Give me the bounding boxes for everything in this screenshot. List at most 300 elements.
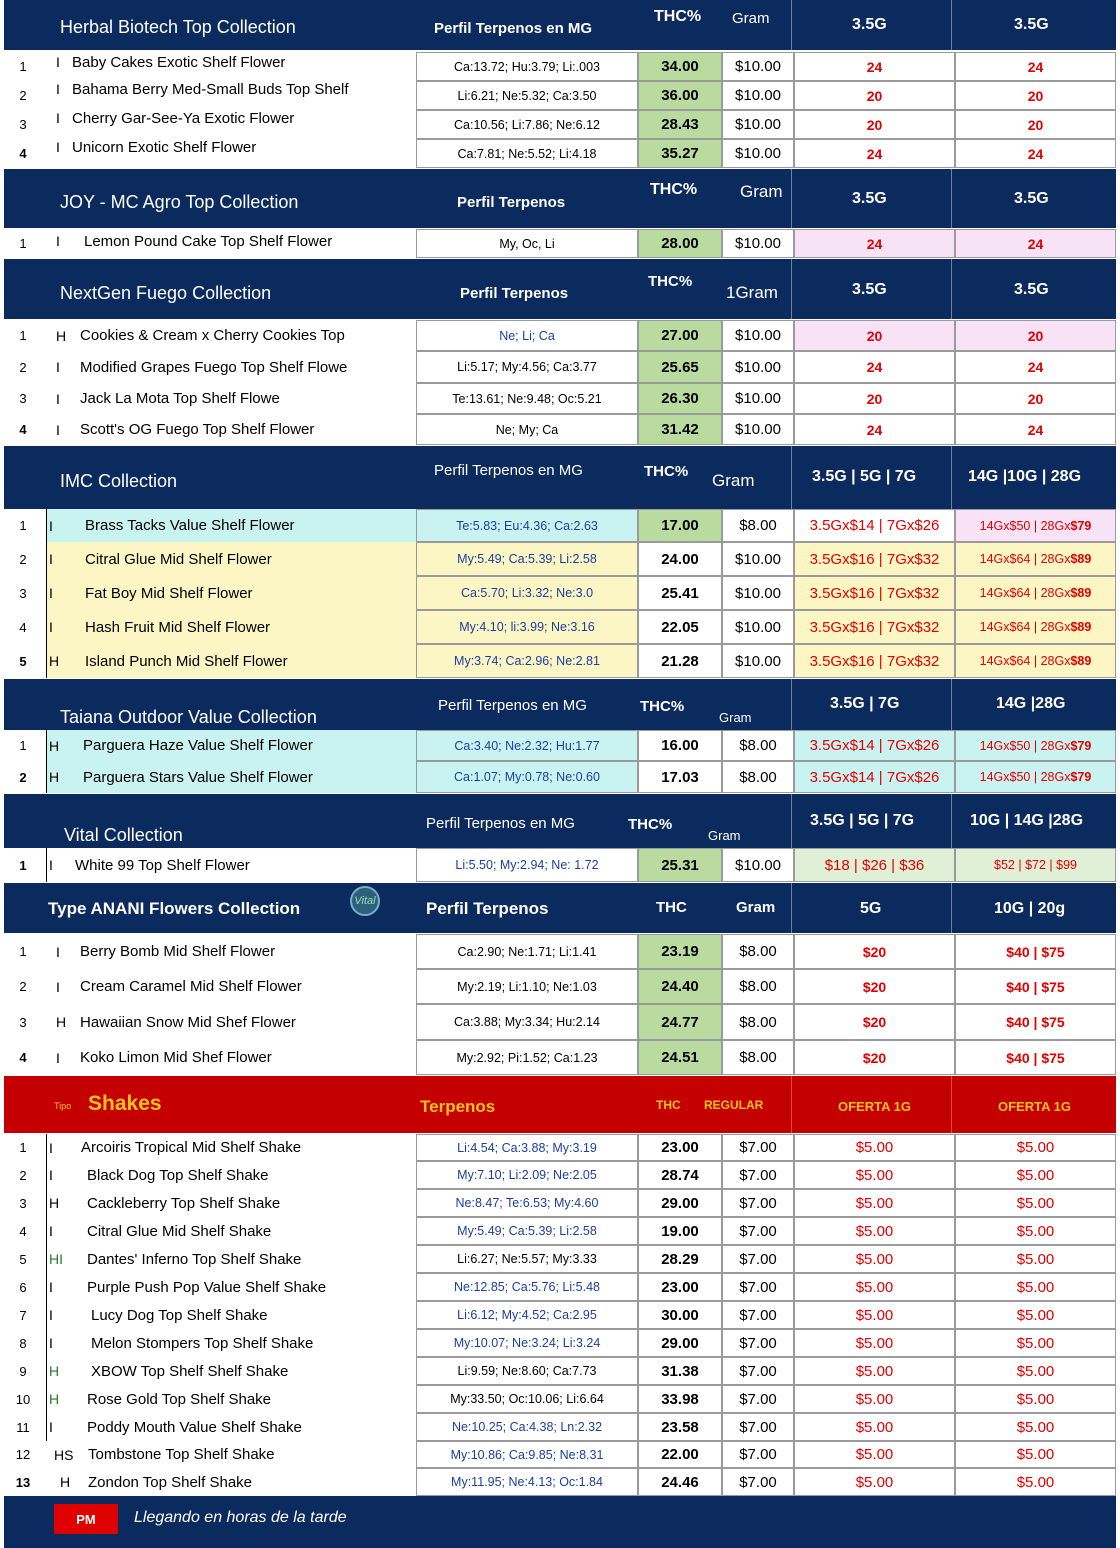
thc-value: 33.98 (638, 1385, 722, 1413)
terp-header: Perfil Terpenos (457, 194, 566, 211)
gram-price: $7.00 (722, 1161, 794, 1189)
thc-header: THC% (650, 181, 698, 198)
strain-type: I (49, 1167, 53, 1183)
price-1: 3.5Gx$16 | 7Gx$32 (794, 542, 955, 576)
thc-value: 23.19 (638, 934, 722, 969)
terp-header: Perfil Terpenos en MG (434, 20, 593, 37)
strain-cell (46, 1385, 416, 1413)
strain-name: Lemon Pound Cake Top Shelf Flower (84, 233, 333, 250)
row-number: 2 (19, 1167, 27, 1183)
price-1: 24 (794, 52, 955, 81)
table-row (4, 1273, 1116, 1301)
price2-header: 14G |28G (996, 695, 1066, 712)
terpene-profile: My:33.50; Oc:10.06; Li:6.64 (416, 1385, 638, 1413)
gram-header: Gram (740, 182, 783, 201)
divider (791, 679, 792, 730)
strain-name: Modified Grapes Fuego Top Shelf Flowe (80, 358, 348, 376)
table-row (4, 1385, 1116, 1413)
terpene-profile: Ne; My; Ca (416, 414, 638, 445)
terpene-profile: Li:6.21; Ne:5.32; Ca:3.50 (416, 81, 638, 110)
row-number: 3 (19, 585, 27, 601)
strain-cell (46, 610, 416, 644)
table-row (4, 351, 1116, 383)
strain-cell (46, 1161, 416, 1189)
strain-cell (46, 139, 416, 168)
table-row (4, 1217, 1116, 1245)
table-row (4, 1468, 1116, 1496)
price-1: 24 (794, 229, 955, 258)
price-2 (955, 542, 1116, 576)
row-number: 5 (19, 653, 27, 669)
gram-price: $8.00 (722, 761, 794, 793)
table-row (4, 1413, 1116, 1441)
price1-header: 3.5G | 7G (830, 695, 900, 712)
price2-header: 10G | 20g (994, 900, 1066, 917)
thc-value: 21.28 (638, 644, 722, 678)
price-1: $5.00 (794, 1245, 955, 1273)
strain-type: HS (54, 1446, 74, 1463)
strain-name: Cackleberry Top Shelf Shake (87, 1194, 281, 1212)
terpene-profile: Te:13.61; Ne:9.48; Oc:5.21 (416, 383, 638, 414)
terp-header: Perfil Terpenos en MG (434, 462, 583, 479)
divider (951, 883, 952, 933)
price-2 (955, 576, 1116, 610)
gram-price: $7.00 (722, 1301, 794, 1329)
price-2-main: 14Gx$64 | 28Gx (979, 552, 1071, 566)
row-number: 8 (19, 1335, 27, 1351)
price-1: 24 (794, 351, 955, 383)
terpene-profile: My, Oc, Li (416, 229, 638, 258)
strain-cell (46, 644, 416, 678)
divider (951, 259, 952, 319)
price-1: $5.00 (794, 1357, 955, 1385)
terpene-profile: Li:6.27; Ne:5.57; My:3.33 (416, 1245, 638, 1273)
gram-price: $7.00 (722, 1273, 794, 1301)
thc-value: 28.00 (638, 229, 722, 258)
price-1: $5.00 (794, 1301, 955, 1329)
price-2-main: 14Gx$64 | 28Gx (979, 620, 1071, 634)
price-1: 3.5Gx$14 | 7Gx$26 (794, 730, 955, 761)
tipo-label: Tipo (54, 1101, 72, 1111)
section-header-vital (4, 794, 1116, 848)
price-1: $5.00 (794, 1273, 955, 1301)
thc-value: 24.40 (638, 969, 722, 1004)
price-2: $5.00 (955, 1134, 1116, 1161)
price-1: 3.5Gx$16 | 7Gx$32 (794, 644, 955, 678)
terp-header: Perfil Terpenos en MG (426, 815, 575, 832)
strain-type: H (56, 327, 67, 344)
strain-type: H (49, 1195, 60, 1211)
table-row (4, 542, 1116, 576)
price-2: 24 (955, 229, 1116, 258)
price-2-main: 14Gx$50 | 28Gx (979, 770, 1071, 784)
gram-price: $10.00 (722, 351, 794, 383)
row-number: 1 (19, 857, 27, 873)
table-row (4, 383, 1116, 414)
thc-value: 16.00 (638, 730, 722, 761)
terpene-profile: My:3.74; Ca:2.96; Ne:2.81 (416, 644, 638, 678)
divider (791, 883, 792, 933)
logo-text: Vital (354, 895, 376, 907)
strain-name: XBOW Top Shelf Shelf Shake (91, 1362, 289, 1380)
price-2: $52 | $72 | $99 (955, 848, 1116, 882)
strain-type: I (56, 139, 60, 155)
strain-type: H (56, 1014, 67, 1030)
price2-header: OFERTA 1G (998, 1099, 1071, 1114)
table-row (4, 934, 1116, 969)
thc-value: 24.77 (638, 1004, 722, 1040)
strain-type: I (49, 551, 53, 567)
strain-type: I (49, 1279, 53, 1295)
thc-value: 17.03 (638, 761, 722, 793)
gram-price: $7.00 (722, 1217, 794, 1245)
strain-type: I (49, 1223, 53, 1239)
row-number: 1 (19, 518, 27, 533)
row-number: 12 (15, 1447, 31, 1462)
gram-price: $7.00 (722, 1189, 794, 1217)
price-2: $40 | $75 (955, 1040, 1116, 1075)
gram-price: $10.00 (722, 383, 794, 414)
gram-price: $8.00 (722, 969, 794, 1004)
strain-cell (46, 542, 416, 576)
price2-header: 3.5G (1014, 16, 1049, 33)
row-number: 1 (19, 59, 27, 74)
section-title: NextGen Fuego Collection (60, 283, 272, 303)
thc-value: 36.00 (638, 81, 722, 110)
price-1: 3.5Gx$16 | 7Gx$32 (794, 576, 955, 610)
gram-header: Gram (732, 10, 770, 27)
gram-price: $7.00 (722, 1468, 794, 1496)
row-number: 10 (15, 1391, 31, 1407)
strain-name: Melon Stompers Top Shelf Shake (91, 1334, 314, 1352)
thc-value: 19.00 (638, 1217, 722, 1245)
price-2: $5.00 (955, 1245, 1116, 1273)
price-2: $5.00 (955, 1217, 1116, 1245)
table-row (4, 644, 1116, 678)
price-2: 24 (955, 139, 1116, 168)
strain-name: Zondon Top Shelf Shake (88, 1473, 253, 1491)
divider (951, 169, 952, 228)
strain-cell (46, 414, 416, 445)
gram-header: 1Gram (726, 283, 778, 302)
strain-type: I (56, 359, 60, 375)
table-row (4, 52, 1116, 81)
row-number: 2 (19, 769, 27, 785)
thc-header: THC% (640, 698, 685, 715)
price-1: $5.00 (794, 1468, 955, 1496)
strain-type: I (56, 54, 60, 70)
strain-name: Citral Glue Mid Shelf Shake (87, 1222, 272, 1240)
strain-type: I (56, 421, 60, 438)
price-2: $5.00 (955, 1357, 1116, 1385)
gram-header: REGULAR (704, 1098, 764, 1112)
row-number: 13 (15, 1474, 31, 1490)
terp-header: Perfil Terpenos (460, 285, 569, 302)
price-2: 20 (955, 110, 1116, 139)
price-2: $5.00 (955, 1385, 1116, 1413)
thc-value: 31.42 (638, 414, 722, 445)
thc-value: 25.31 (638, 848, 722, 882)
row-number: 4 (19, 1050, 27, 1065)
strain-name: Purple Push Pop Value Shelf Shake (87, 1278, 327, 1296)
thc-value: 24.51 (638, 1040, 722, 1075)
gram-price: $10.00 (722, 414, 794, 445)
strain-name: Parguera Haze Value Shelf Flower (83, 737, 313, 754)
price-1: $20 (794, 1004, 955, 1040)
terpene-profile: My:5.49; Ca:5.39; Li:2.58 (416, 542, 638, 576)
strain-type: I (56, 81, 60, 97)
strain-name: Hawaiian Snow Mid Shef Flower (80, 1013, 296, 1031)
terpene-profile: Ca:13.72; Hu:3.79; Li:.003 (416, 52, 638, 81)
strain-name: Koko Limon Mid Shef Flower (80, 1049, 272, 1066)
strain-type: I (49, 1335, 53, 1351)
price-2-bold: $89 (1070, 654, 1092, 668)
strain-cell (46, 1273, 416, 1301)
gram-price: $7.00 (722, 1245, 794, 1273)
divider (951, 794, 952, 848)
thc-value: 28.43 (638, 110, 722, 139)
row-number: 4 (19, 146, 27, 161)
section-title: Shakes (88, 1092, 162, 1115)
thc-value: 25.65 (638, 351, 722, 383)
strain-type: I (56, 978, 60, 995)
price-1: 24 (794, 414, 955, 445)
strain-cell (46, 52, 416, 81)
price-1: 20 (794, 110, 955, 139)
thc-header: THC (656, 899, 687, 916)
terpene-profile: Li:5.17; My:4.56; Ca:3.77 (416, 351, 638, 383)
gram-header: Gram (719, 710, 752, 725)
gram-price: $8.00 (722, 730, 794, 761)
table-row (4, 509, 1116, 542)
strain-name: Poddy Mouth Value Shelf Shake (87, 1418, 302, 1436)
footer-note: Llegando en horas de la tarde (134, 1509, 347, 1526)
price-2: 24 (955, 52, 1116, 81)
section-header-imc (4, 446, 1116, 509)
table-row (4, 610, 1116, 644)
divider (791, 1076, 792, 1133)
terpene-profile: Ne; Li; Ca (416, 320, 638, 351)
price-2-bold: $89 (1070, 552, 1092, 566)
strain-type: I (56, 110, 60, 126)
price-1: $5.00 (794, 1161, 955, 1189)
gram-price: $10.00 (722, 848, 794, 882)
price-2: 20 (955, 383, 1116, 414)
price-2: $40 | $75 (955, 1004, 1116, 1040)
gram-price: $8.00 (722, 1004, 794, 1040)
price-2-main: 14Gx$50 | 28Gx (979, 738, 1071, 753)
table-row (4, 848, 1116, 882)
price-2: $5.00 (955, 1301, 1116, 1329)
gram-price: $10.00 (722, 576, 794, 610)
gram-price: $10.00 (722, 110, 794, 139)
strain-name: Baby Cakes Exotic Shelf Flower (72, 54, 286, 71)
strain-name: Hash Fruit Mid Shelf Flower (85, 618, 271, 636)
row-number: 1 (19, 738, 27, 753)
price-1: $5.00 (794, 1189, 955, 1217)
strain-name: Lucy Dog Top Shelf Shake (91, 1306, 268, 1324)
divider (791, 259, 792, 319)
section-title: Taiana Outdoor Value Collection (60, 707, 317, 727)
strain-type: H (49, 737, 60, 754)
thc-value: 29.00 (638, 1329, 722, 1357)
price1-header: 3.5G (852, 16, 887, 33)
strain-name: Tombstone Top Shelf Shake (88, 1446, 275, 1463)
section-title: Herbal Biotech Top Collection (60, 17, 296, 37)
price-1: $20 (794, 934, 955, 969)
divider (791, 794, 792, 848)
price-1: $5.00 (794, 1134, 955, 1161)
strain-type: H (49, 653, 60, 669)
gram-price: $10.00 (722, 610, 794, 644)
gram-price: $7.00 (722, 1329, 794, 1357)
thc-value: 17.00 (638, 509, 722, 542)
strain-type: I (56, 390, 60, 407)
strain-cell (46, 848, 416, 882)
thc-header: THC% (628, 816, 673, 833)
strain-name: Unicorn Exotic Shelf Flower (72, 139, 257, 156)
price-1: 3.5Gx$14 | 7Gx$26 (794, 761, 955, 793)
row-number: 4 (19, 422, 27, 437)
row-number: 1 (19, 1140, 27, 1155)
price-2: $5.00 (955, 1273, 1116, 1301)
divider (951, 446, 952, 509)
gram-price: $8.00 (722, 1040, 794, 1075)
price-2-bold: $79 (1070, 738, 1092, 753)
strain-name: Jack La Mota Top Shelf Flowe (80, 390, 280, 407)
strain-cell (46, 761, 416, 793)
strain-name: Rose Gold Top Shelf Shake (87, 1390, 272, 1408)
strain-type: H (49, 1363, 60, 1379)
price-2 (955, 761, 1116, 793)
price1-header: 5G (860, 900, 882, 917)
thc-header: THC% (654, 8, 702, 25)
row-number: 7 (19, 1307, 27, 1323)
strain-name: Arcoiris Tropical Mid Shelf Shake (81, 1139, 302, 1156)
terpene-profile: Ne:8.47; Te:6.53; My:4.60 (416, 1189, 638, 1217)
price2-header: 14G |10G | 28G (968, 468, 1082, 485)
thc-value: 22.05 (638, 610, 722, 644)
terpene-profile: Ca:1.07; My:0.78; Ne:0.60 (416, 761, 638, 793)
terpene-profile: Ca:10.56; Li:7.86; Ne:6.12 (416, 110, 638, 139)
row-number: 4 (19, 1223, 27, 1239)
strain-name: Cherry Gar-See-Ya Exotic Flower (72, 110, 295, 127)
price-1: 3.5Gx$16 | 7Gx$32 (794, 610, 955, 644)
gram-price: $8.00 (722, 934, 794, 969)
gram-price: $7.00 (722, 1134, 794, 1161)
gram-price: $10.00 (722, 229, 794, 258)
price-2: $5.00 (955, 1161, 1116, 1189)
strain-type: H (49, 769, 60, 785)
strain-type: I (49, 1139, 53, 1156)
price-2: 20 (955, 81, 1116, 110)
terpene-profile: My:11.95; Ne:4.13; Oc:1.84 (416, 1468, 638, 1496)
row-number: 2 (19, 551, 27, 567)
price-1: 20 (794, 320, 955, 351)
gram-price: $10.00 (722, 644, 794, 678)
terp-header: Perfil Terpenos en MG (438, 697, 587, 714)
row-number: 9 (19, 1363, 27, 1379)
terp-header: Terpenos (420, 1097, 496, 1116)
terpene-profile: Li:5.50; My:2.94; Ne: 1.72 (416, 848, 638, 882)
price-2: $5.00 (955, 1468, 1116, 1496)
price-2 (955, 509, 1116, 542)
strain-type: I (49, 1419, 53, 1435)
strain-cell (46, 1413, 416, 1441)
divider (791, 0, 792, 50)
price-1: 24 (794, 139, 955, 168)
divider (791, 446, 792, 509)
thc-header: THC% (644, 463, 689, 480)
section-header-joy (4, 169, 1116, 228)
section-header-anani (4, 883, 1116, 933)
strain-type: I (49, 585, 53, 601)
price-1: $5.00 (794, 1217, 955, 1245)
strain-name: Scott's OG Fuego Top Shelf Flower (80, 421, 315, 438)
thc-value: 23.00 (638, 1134, 722, 1161)
thc-value: 28.74 (638, 1161, 722, 1189)
thc-value: 25.41 (638, 576, 722, 610)
price-2-bold: $89 (1070, 586, 1092, 600)
thc-value: 27.00 (638, 320, 722, 351)
row-number: 6 (19, 1279, 27, 1295)
terpene-profile: Ca:3.88; My:3.34; Hu:2.14 (416, 1004, 638, 1040)
table-row (4, 730, 1116, 761)
vital-logo-icon (350, 886, 380, 916)
gram-header: Gram (708, 828, 741, 843)
table-row (4, 1161, 1116, 1189)
strain-type: HI (49, 1251, 63, 1267)
price-2-main: 14Gx$64 | 28Gx (979, 586, 1071, 600)
row-number: 1 (19, 944, 27, 959)
price-2-bold: $79 (1070, 770, 1092, 784)
strain-cell (46, 110, 416, 139)
strain-name: Citral Glue Mid Shelf Flower (85, 550, 272, 568)
strain-type: I (49, 857, 53, 873)
strain-type: I (56, 1049, 60, 1066)
terpene-profile: Ne:12.85; Ca:5.76; Li:5.48 (416, 1273, 638, 1301)
strain-name: Cookies & Cream x Cherry Cookies Top (80, 327, 345, 344)
price-1: 20 (794, 81, 955, 110)
strain-cell (46, 1301, 416, 1329)
thc-value: 26.30 (638, 383, 722, 414)
strain-cell (46, 229, 416, 258)
terpene-profile: My:2.19; Li:1.10; Ne:1.03 (416, 969, 638, 1004)
row-number: 2 (19, 88, 27, 103)
strain-name: Fat Boy Mid Shelf Flower (85, 584, 253, 602)
thc-value: 22.00 (638, 1441, 722, 1468)
row-number: 5 (19, 1251, 27, 1267)
row-number: 1 (19, 236, 27, 251)
gram-price: $10.00 (722, 320, 794, 351)
price-1: $5.00 (794, 1413, 955, 1441)
thc-value: 24.00 (638, 542, 722, 576)
table-row (4, 320, 1116, 351)
row-number: 11 (16, 1419, 30, 1435)
price-1: $18 | $26 | $36 (794, 848, 955, 882)
price-2: 24 (955, 414, 1116, 445)
section-title: JOY - MC Agro Top Collection (60, 192, 299, 212)
price1-header: 3.5G | 5G | 7G (810, 812, 915, 829)
strain-cell (46, 576, 416, 610)
price2-header: 10G | 14G |28G (970, 812, 1084, 829)
price-1: $5.00 (794, 1329, 955, 1357)
terp-header: Perfil Terpenos (426, 899, 549, 918)
table-row (4, 761, 1116, 793)
strain-type: I (56, 233, 60, 249)
row-number: 2 (19, 979, 27, 994)
gram-price: $10.00 (722, 542, 794, 576)
